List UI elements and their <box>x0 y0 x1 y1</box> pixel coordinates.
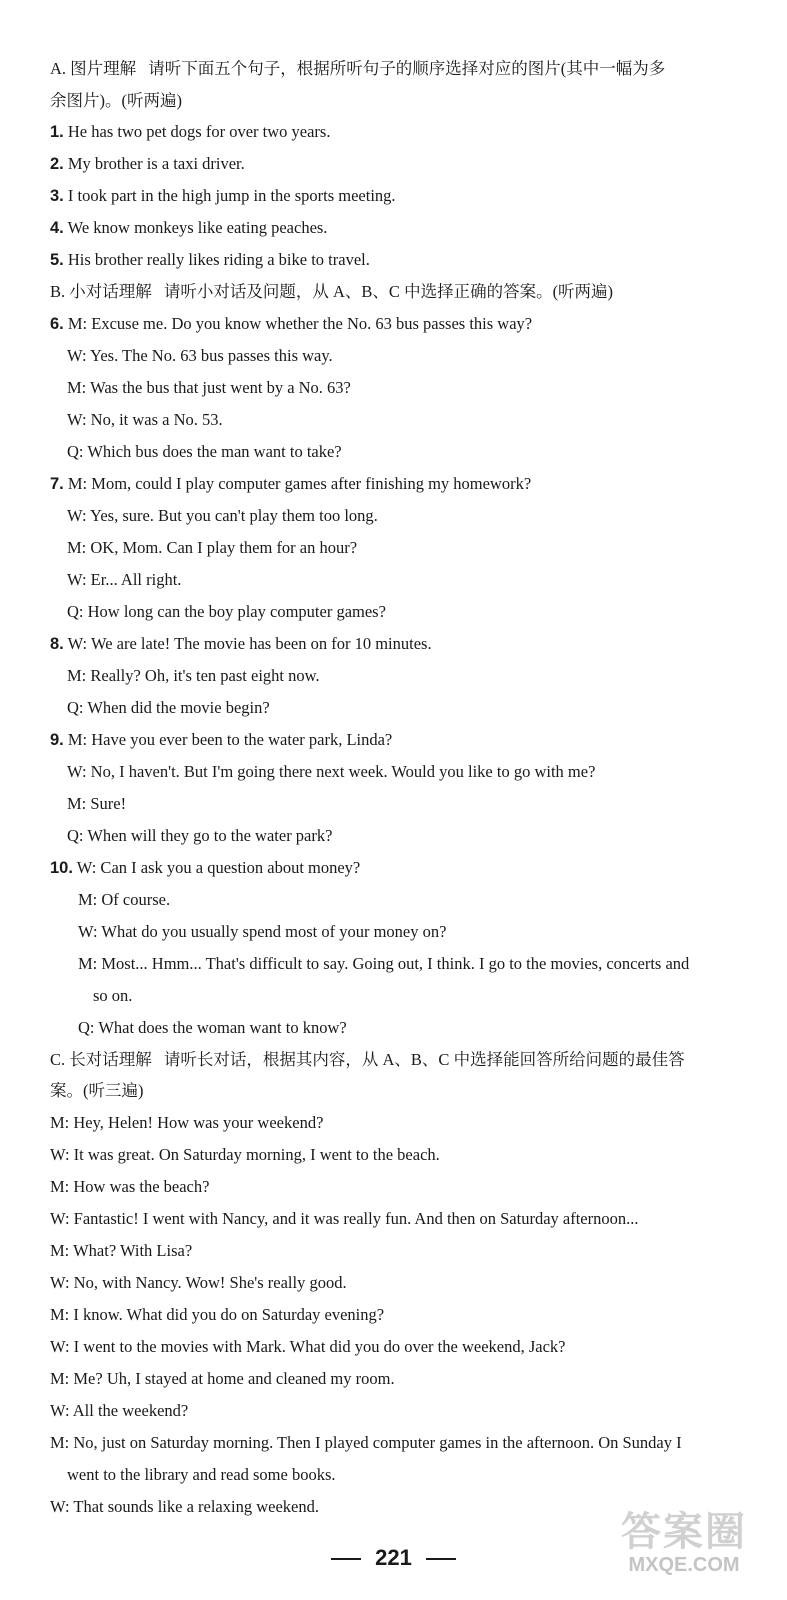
q10-line-1: 10. W: Can I ask you a question about money? <box>50 858 361 877</box>
section-a-instruction-cont: 余图片)。(听两遍) <box>50 91 182 110</box>
q7-line-4: W: Er... All right. <box>67 570 182 589</box>
dialogue-line-11: M: No, just on Saturday morning. Then I played computer games in the afternoon. On Sunday I <box>50 1433 682 1452</box>
section-b-instruction: 请听小对话及问题，从 A、B、C 中选择正确的答案。(听两遍) <box>163 282 614 301</box>
q7-line-3: M: OK, Mom. Can I play them for an hour? <box>67 538 358 557</box>
q8-question: Q: When did the movie begin? <box>67 698 270 717</box>
item-2: 2. My brother is a taxi driver. <box>50 154 245 173</box>
section-c-instruction: 请听长对话，根据其内容，从 A、B、C 中选择能回答所给问题的最佳答 <box>163 1050 685 1069</box>
item-3: 3. I took part in the high jump in the sports meeting. <box>50 186 396 205</box>
dialogue-line-5: M: What? With Lisa? <box>50 1241 193 1260</box>
q8-line-2: M: Really? Oh, it's ten past eight now. <box>67 666 320 685</box>
q10-line-4: M: Most... Hmm... That's difficult to say. Going out, I think. I go to the movies, concerts and <box>78 954 690 973</box>
q7-line-1: 7. M: Mom, could I play computer games after finishing my homework? <box>50 474 532 493</box>
q9-line-2: W: No, I haven't. But I'm going there next week. Would you like to go with me? <box>67 762 596 781</box>
q10-question: Q: What does the woman want to know? <box>78 1018 347 1037</box>
section-a-heading <box>50 58 747 80</box>
q6-line-2: W: Yes. The No. 63 bus passes this way. <box>67 346 333 365</box>
dialogue-line-11-cont: went to the library and read some books. <box>67 1465 336 1484</box>
q6-line-3: M: Was the bus that just went by a No. 63? <box>67 378 351 397</box>
item-4: 4. We know monkeys like eating peaches. <box>50 218 328 237</box>
footer-dash-left <box>331 1558 361 1560</box>
section-c-instruction-cont: 案。(听三遍) <box>50 1081 144 1100</box>
dialogue-line-1: M: Hey, Helen! How was your weekend? <box>50 1113 324 1132</box>
q10-line-3: W: What do you usually spend most of your money on? <box>78 922 447 941</box>
q9-line-3: M: Sure! <box>67 794 127 813</box>
page-number: 221 <box>375 1545 412 1570</box>
section-a-title: A. 图片理解 <box>50 59 137 78</box>
section-c-title: C. 长对话理解 <box>50 1050 152 1069</box>
dialogue-line-7: M: I know. What did you do on Saturday evening? <box>50 1305 385 1324</box>
dialogue-line-9: M: Me? Uh, I stayed at home and cleaned my room. <box>50 1369 395 1388</box>
watermark <box>599 1510 769 1590</box>
dialogue-line-3: M: How was the beach? <box>50 1177 210 1196</box>
section-a-instruction: 请听下面五个句子，根据所听句子的顺序选择对应的图片(其中一幅为多 <box>148 59 666 78</box>
q7-line-2: W: Yes, sure. But you can't play them too long. <box>67 506 378 525</box>
q9-question: Q: When will they go to the water park? <box>67 826 333 845</box>
dialogue-line-10: W: All the weekend? <box>50 1401 189 1420</box>
dialogue-line-2: W: It was great. On Saturday morning, I went to the beach. <box>50 1145 440 1164</box>
q6-line-4: W: No, it was a No. 53. <box>67 410 223 429</box>
q6-question: Q: Which bus does the man want to take? <box>67 442 342 461</box>
section-b-heading <box>50 281 747 303</box>
q9-line-1: 9. M: Have you ever been to the water park, Linda? <box>50 730 393 749</box>
q10-line-4-cont: so on. <box>93 986 133 1005</box>
footer-dash-right <box>426 1558 456 1560</box>
dialogue-line-8: W: I went to the movies with Mark. What did you do over the weekend, Jack? <box>50 1337 566 1356</box>
section-b-title: B. 小对话理解 <box>50 282 152 301</box>
q10-line-2: M: Of course. <box>78 890 171 909</box>
q8-line-1: 8. W: We are late! The movie has been on for 10 minutes. <box>50 634 432 653</box>
dialogue-line-12: W: That sounds like a relaxing weekend. <box>50 1497 319 1516</box>
item-5: 5. His brother really likes riding a bike to travel. <box>50 250 370 269</box>
item-1: 1. He has two pet dogs for over two years. <box>50 122 331 141</box>
dialogue-line-4: W: Fantastic! I went with Nancy, and it was really fun. And then on Saturday afternoon... <box>50 1209 639 1228</box>
q6-line-1: 6. M: Excuse me. Do you know whether the No. 63 bus passes this way? <box>50 314 533 333</box>
section-c-heading <box>50 1049 747 1071</box>
dialogue-line-6: W: No, with Nancy. Wow! She's really good. <box>50 1273 347 1292</box>
watermark-url: MXQE.COM <box>628 1554 740 1576</box>
q7-question: Q: How long can the boy play computer games? <box>67 602 386 621</box>
watermark-logo-text: 答案圈 <box>621 1510 747 1554</box>
